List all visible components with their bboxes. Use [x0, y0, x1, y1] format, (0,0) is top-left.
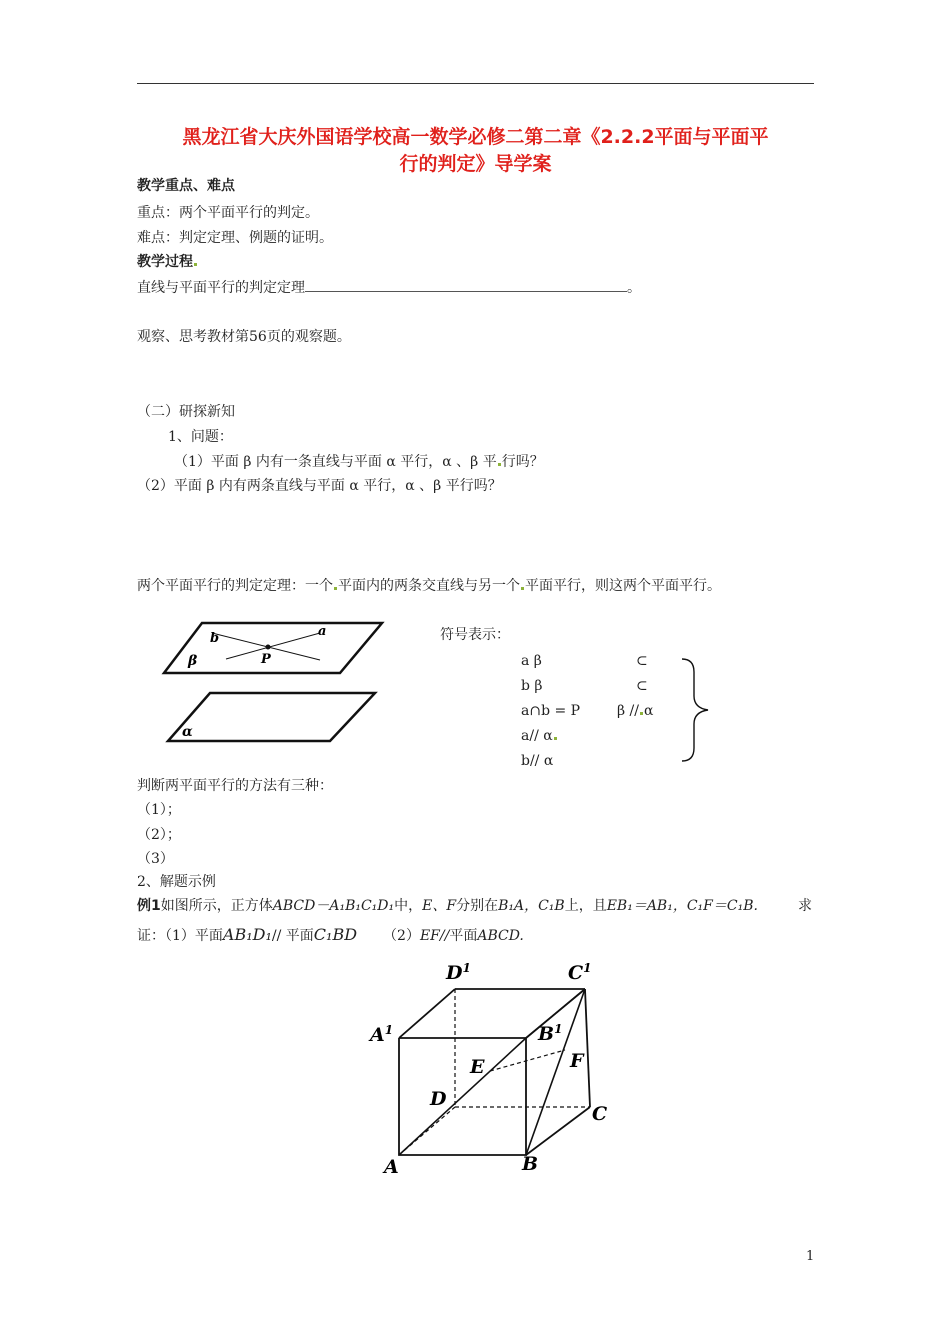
example-section: 2、解题示例	[137, 874, 216, 890]
question-1-a: （1）平面 β 内有一条直线与平面 α 平行，α 、β 平	[174, 454, 497, 470]
plane-alpha	[168, 693, 375, 741]
example-line-1	[137, 897, 758, 915]
symbol-row-2-right: ⊂	[636, 678, 648, 694]
difficulty-part-a: 难点：判定定理	[137, 230, 235, 246]
theorem-part-2: 平面内的两条交直线与另一个	[338, 578, 520, 594]
mark-dot	[554, 737, 557, 740]
plane-c1bd: C₁BD	[313, 925, 358, 944]
title-line-2: 行的判定》导学案	[399, 153, 552, 175]
label-e: E	[470, 1056, 485, 1078]
explore-heading: （二）研探新知	[137, 404, 235, 420]
line2-c: （2）	[383, 928, 420, 944]
label-a1: $A^1$	[370, 1023, 394, 1046]
observe-text: 观察、思考教材第56页的观察题。	[137, 329, 351, 345]
mark-dot	[640, 712, 643, 715]
mark-dot	[194, 263, 197, 266]
example-text-b: 中，	[394, 898, 423, 914]
label-p: P	[261, 652, 271, 667]
cube-figure	[360, 955, 620, 1185]
example-label: 例1	[137, 898, 161, 914]
symbol-row-2-left: b β	[521, 678, 543, 694]
label-f: F	[570, 1050, 584, 1072]
points-ef: E、F	[422, 898, 457, 914]
mark-dot	[521, 587, 524, 590]
theorem-part-1: 两个平面平行的判定定理：一个	[137, 578, 333, 594]
label-d1: $D^1$	[446, 961, 471, 984]
focus-heading: 教学重点、难点	[137, 178, 235, 194]
symbol-conclusion	[617, 702, 653, 720]
equalities: EB₁＝AB₁，C₁F＝C₁B.	[606, 898, 758, 914]
example-text-a: 如图所示，正方体	[160, 898, 273, 914]
prove-word: 求	[798, 898, 812, 914]
symbol-row-3-left: a∩b = P	[521, 703, 581, 719]
theorem-blank-prefix: 直线与平面平行的判定定理	[137, 280, 305, 296]
symbol-conclusion-prefix: β //	[617, 703, 639, 719]
mark-dot	[498, 463, 501, 466]
line2-d: 平面	[449, 928, 478, 944]
cube-name: ABCD－A₁B₁C₁D₁	[272, 898, 395, 914]
label-b: B	[522, 1153, 539, 1175]
header-rule	[137, 83, 814, 84]
methods-heading: 判断两平面平行的方法有三种：	[137, 778, 333, 794]
label-d: D	[430, 1088, 447, 1110]
example-text-d: 上，且	[564, 898, 607, 914]
symbol-row-1-left: a β	[521, 653, 542, 669]
method-3: （3）	[137, 851, 174, 867]
symbol-row-5-left: b// α	[521, 753, 554, 769]
label-b: b	[210, 631, 220, 646]
question-2: （2）平面 β 内有两条直线与平面 α 平行，α 、β 平行吗？	[137, 478, 502, 494]
title-line-1: 黑龙江省大庆外国语学校高一数学必修二第二章《2.2.2平面与平面平	[182, 126, 769, 148]
plane-ab1d1: AB₁D₁	[222, 925, 272, 944]
question-1	[174, 453, 544, 471]
right-brace	[676, 656, 716, 764]
symbol-row-4	[521, 727, 558, 745]
symbol-row-4-left: a// α	[521, 728, 553, 744]
planes-figure	[160, 615, 385, 750]
line2-a: 证：（1）平面	[137, 928, 223, 944]
label-beta: β	[188, 653, 198, 669]
method-1: （1）；	[137, 802, 181, 818]
example-line-2	[137, 926, 524, 945]
label-a: a	[318, 624, 327, 639]
question-label: 1、问题：	[168, 429, 233, 445]
plane-abcd: ABCD.	[477, 928, 524, 944]
process-heading	[137, 253, 198, 271]
label-a: A	[384, 1156, 399, 1178]
difficulty-part-b: 、例题的证明。	[235, 230, 333, 246]
line-a	[226, 633, 320, 659]
question-1-b: 行吗？	[501, 454, 544, 470]
theorem-blank-suffix: 。	[627, 280, 641, 296]
label-alpha: α	[182, 724, 193, 740]
process-heading-text: 教学过程	[137, 254, 193, 270]
method-2: （2）；	[137, 827, 181, 843]
label-c: C	[592, 1103, 608, 1125]
segments: B₁A，C₁B	[498, 898, 565, 914]
symbol-row-1-right: ⊂	[636, 653, 648, 669]
key-point: 重点：两个平面平行的判定。	[137, 205, 319, 221]
example-text-c: 分别在	[456, 898, 499, 914]
point-p	[266, 645, 271, 650]
difficulty	[137, 229, 333, 247]
ef-parallel: EF//	[419, 928, 450, 944]
label-b1: $B^1$	[538, 1022, 563, 1045]
page-title	[137, 124, 814, 178]
theorem-part-3: 平面平行，则这两个平面平行。	[525, 578, 721, 594]
line2-b: // 平面	[271, 928, 314, 944]
fill-in-blank	[305, 279, 627, 292]
theorem-blank-line	[137, 279, 641, 297]
label-c1: $C^1$	[568, 961, 592, 984]
symbol-conclusion-suffix: α	[643, 703, 654, 719]
page-number: 1	[806, 1249, 815, 1264]
theorem-statement	[137, 577, 721, 595]
symbol-heading: 符号表示：	[440, 627, 510, 643]
mark-dot	[334, 587, 337, 590]
